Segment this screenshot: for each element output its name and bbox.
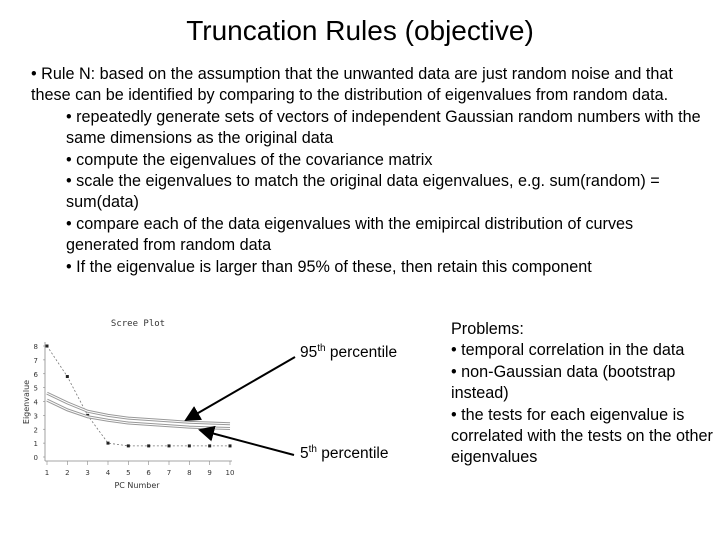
- problem-item: • the tests for each eigenvalue is correlated with the tests on the other eigenvalues: [451, 405, 713, 467]
- y-tick-label: 1: [33, 440, 38, 449]
- x-tick-label: 3: [85, 469, 90, 477]
- y-tick-label: 4: [33, 398, 38, 407]
- problems-heading: Problems:: [451, 320, 524, 338]
- bullet-compute: • compute the eigenvalues of the covariance matrix: [66, 150, 433, 169]
- x-tick-label: 4: [105, 469, 111, 477]
- x-tick-label: 5: [126, 469, 131, 477]
- bullet-compare: • compare each of the data eigenvalues with the emipircal distribution of curves generated from random data: [66, 214, 634, 255]
- x-tick-label: 9: [207, 469, 212, 477]
- y-tick-label: 5: [33, 384, 38, 393]
- x-tick-label: 6: [146, 469, 151, 477]
- x-tick-label: 1: [44, 469, 50, 477]
- problem-item: • temporal correlation in the data: [451, 341, 685, 360]
- y-tick-label: 7: [33, 356, 38, 365]
- bullet-retain: • If the eigenvalue is larger than 95% of these, then retain this component: [66, 257, 592, 276]
- problem-item: • non-Gaussian data (bootstrap instead): [451, 362, 676, 403]
- chart-title: Scree Plot: [110, 319, 166, 329]
- x-tick-label: 8: [187, 469, 192, 477]
- rule-intro: • Rule N: based on the assumption that the unwanted data are just random noise and that these can be identified by comparing to the distribution of eigenvalues from random data.: [31, 65, 673, 105]
- problems-list: [451, 319, 713, 469]
- slide-title: Truncation Rules (objective): [186, 15, 534, 46]
- upper-arrow: [186, 357, 295, 420]
- lower-percentile-label: 5th percentile: [300, 444, 389, 463]
- lower-arrow: [200, 430, 294, 455]
- y-tick-label: 6: [33, 370, 38, 379]
- y-tick-label: 0: [33, 454, 38, 462]
- x-tick-label: 7: [166, 469, 172, 477]
- y-axis-label: Eigenvalue: [22, 379, 31, 425]
- upper-percentile-label: 95th percentile: [300, 343, 398, 362]
- x-axis-label: PC Number: [114, 481, 160, 490]
- y-tick-label: 2: [33, 426, 38, 435]
- x-tick-label: 10: [225, 469, 235, 477]
- bullet-scale: • scale the eigenvalues to match the original data eigenvalues, e.g. sum(random) = sum(data): [66, 172, 660, 212]
- x-tick-label: 2: [65, 469, 70, 477]
- y-tick-label: 3: [33, 412, 38, 421]
- y-tick-label: 8: [33, 343, 38, 351]
- bullet-generate: • repeatedly generate sets of vectors of independent Gaussian random numbers with the same dimensions as the original data: [66, 107, 701, 148]
